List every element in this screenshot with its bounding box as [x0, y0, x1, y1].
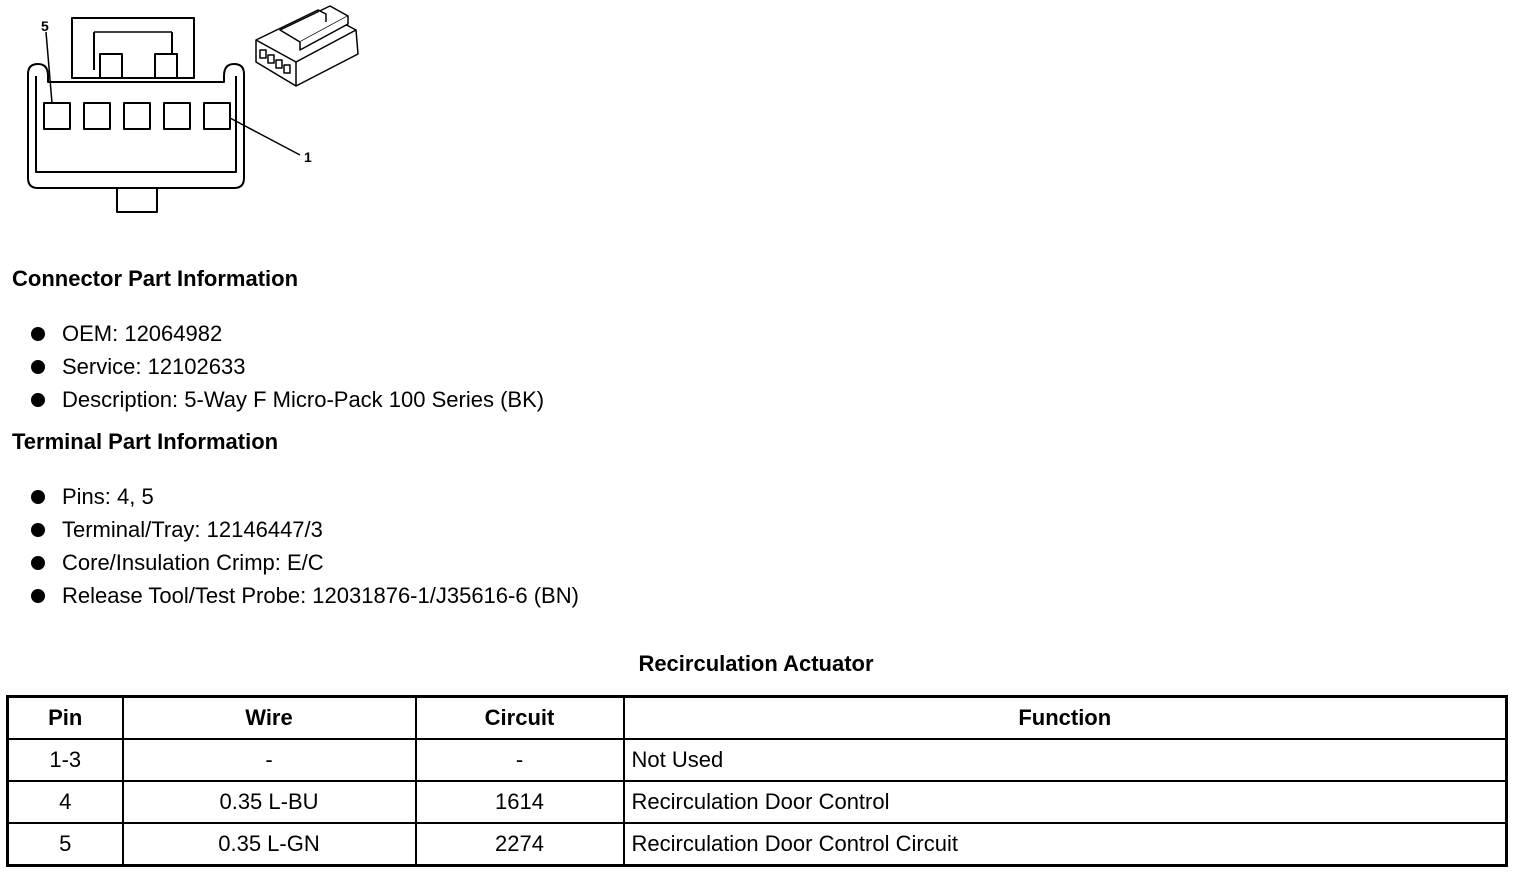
bullet-icon: [31, 360, 45, 374]
header-pin: Pin: [8, 697, 123, 740]
list-item: [30, 550, 579, 583]
cell-wire: 0.35 L-BU: [123, 781, 416, 823]
terminal-part-list: [30, 484, 579, 616]
callout-1: 1: [304, 149, 312, 165]
list-item-text: Service: 12102633: [62, 354, 246, 379]
connector-isometric-icon: [256, 6, 358, 86]
cell-circuit: -: [416, 739, 624, 781]
connector-part-title: Connector Part Information: [12, 266, 299, 291]
terminal-part-title: Terminal Part Information: [12, 429, 279, 454]
connector-diagram: [0, 0, 380, 220]
list-item: [30, 321, 544, 354]
bullet-icon: [31, 393, 45, 407]
cell-function: Not Used: [624, 739, 1507, 781]
table-title: Recirculation Actuator: [638, 651, 874, 676]
list-item: [30, 387, 544, 420]
list-item: [30, 583, 579, 616]
list-item: [30, 354, 544, 387]
bullet-icon: [31, 490, 45, 504]
list-item-text: Pins: 4, 5: [62, 484, 154, 509]
list-item: [30, 517, 579, 550]
cell-wire: -: [123, 739, 416, 781]
cell-circuit: 1614: [416, 781, 624, 823]
cell-wire: 0.35 L-GN: [123, 823, 416, 866]
header-function: Function: [624, 697, 1507, 740]
header-wire: Wire: [123, 697, 416, 740]
bullet-icon: [31, 327, 45, 341]
header-circuit: Circuit: [416, 697, 624, 740]
cell-function: Recirculation Door Control Circuit: [624, 823, 1507, 866]
bullet-icon: [31, 556, 45, 570]
table-row: [8, 781, 1507, 823]
list-item-text: OEM: 12064982: [62, 321, 223, 346]
table-row: [8, 739, 1507, 781]
cell-pin: 5: [8, 823, 123, 866]
list-item-text: Description: 5-Way F Micro-Pack 100 Series (BK): [62, 387, 545, 412]
bullet-icon: [31, 589, 45, 603]
cell-pin: 4: [8, 781, 123, 823]
cell-circuit: 2274: [416, 823, 624, 866]
table-header-row: [8, 697, 1507, 740]
cell-pin: 1-3: [8, 739, 123, 781]
pin-table: [6, 695, 1508, 867]
list-item: [30, 484, 579, 517]
connector-housing: [28, 64, 244, 188]
callout-5: 5: [41, 18, 49, 34]
list-item-text: Core/Insulation Crimp: E/C: [62, 550, 324, 575]
cell-function: Recirculation Door Control: [624, 781, 1507, 823]
connector-key: [117, 188, 157, 212]
bullet-icon: [31, 523, 45, 537]
list-item-text: Release Tool/Test Probe: 12031876-1/J35616-6 (BN): [62, 583, 579, 608]
list-item-text: Terminal/Tray: 12146447/3: [62, 517, 323, 542]
table-row: [8, 823, 1507, 866]
connector-part-list: [30, 321, 544, 420]
